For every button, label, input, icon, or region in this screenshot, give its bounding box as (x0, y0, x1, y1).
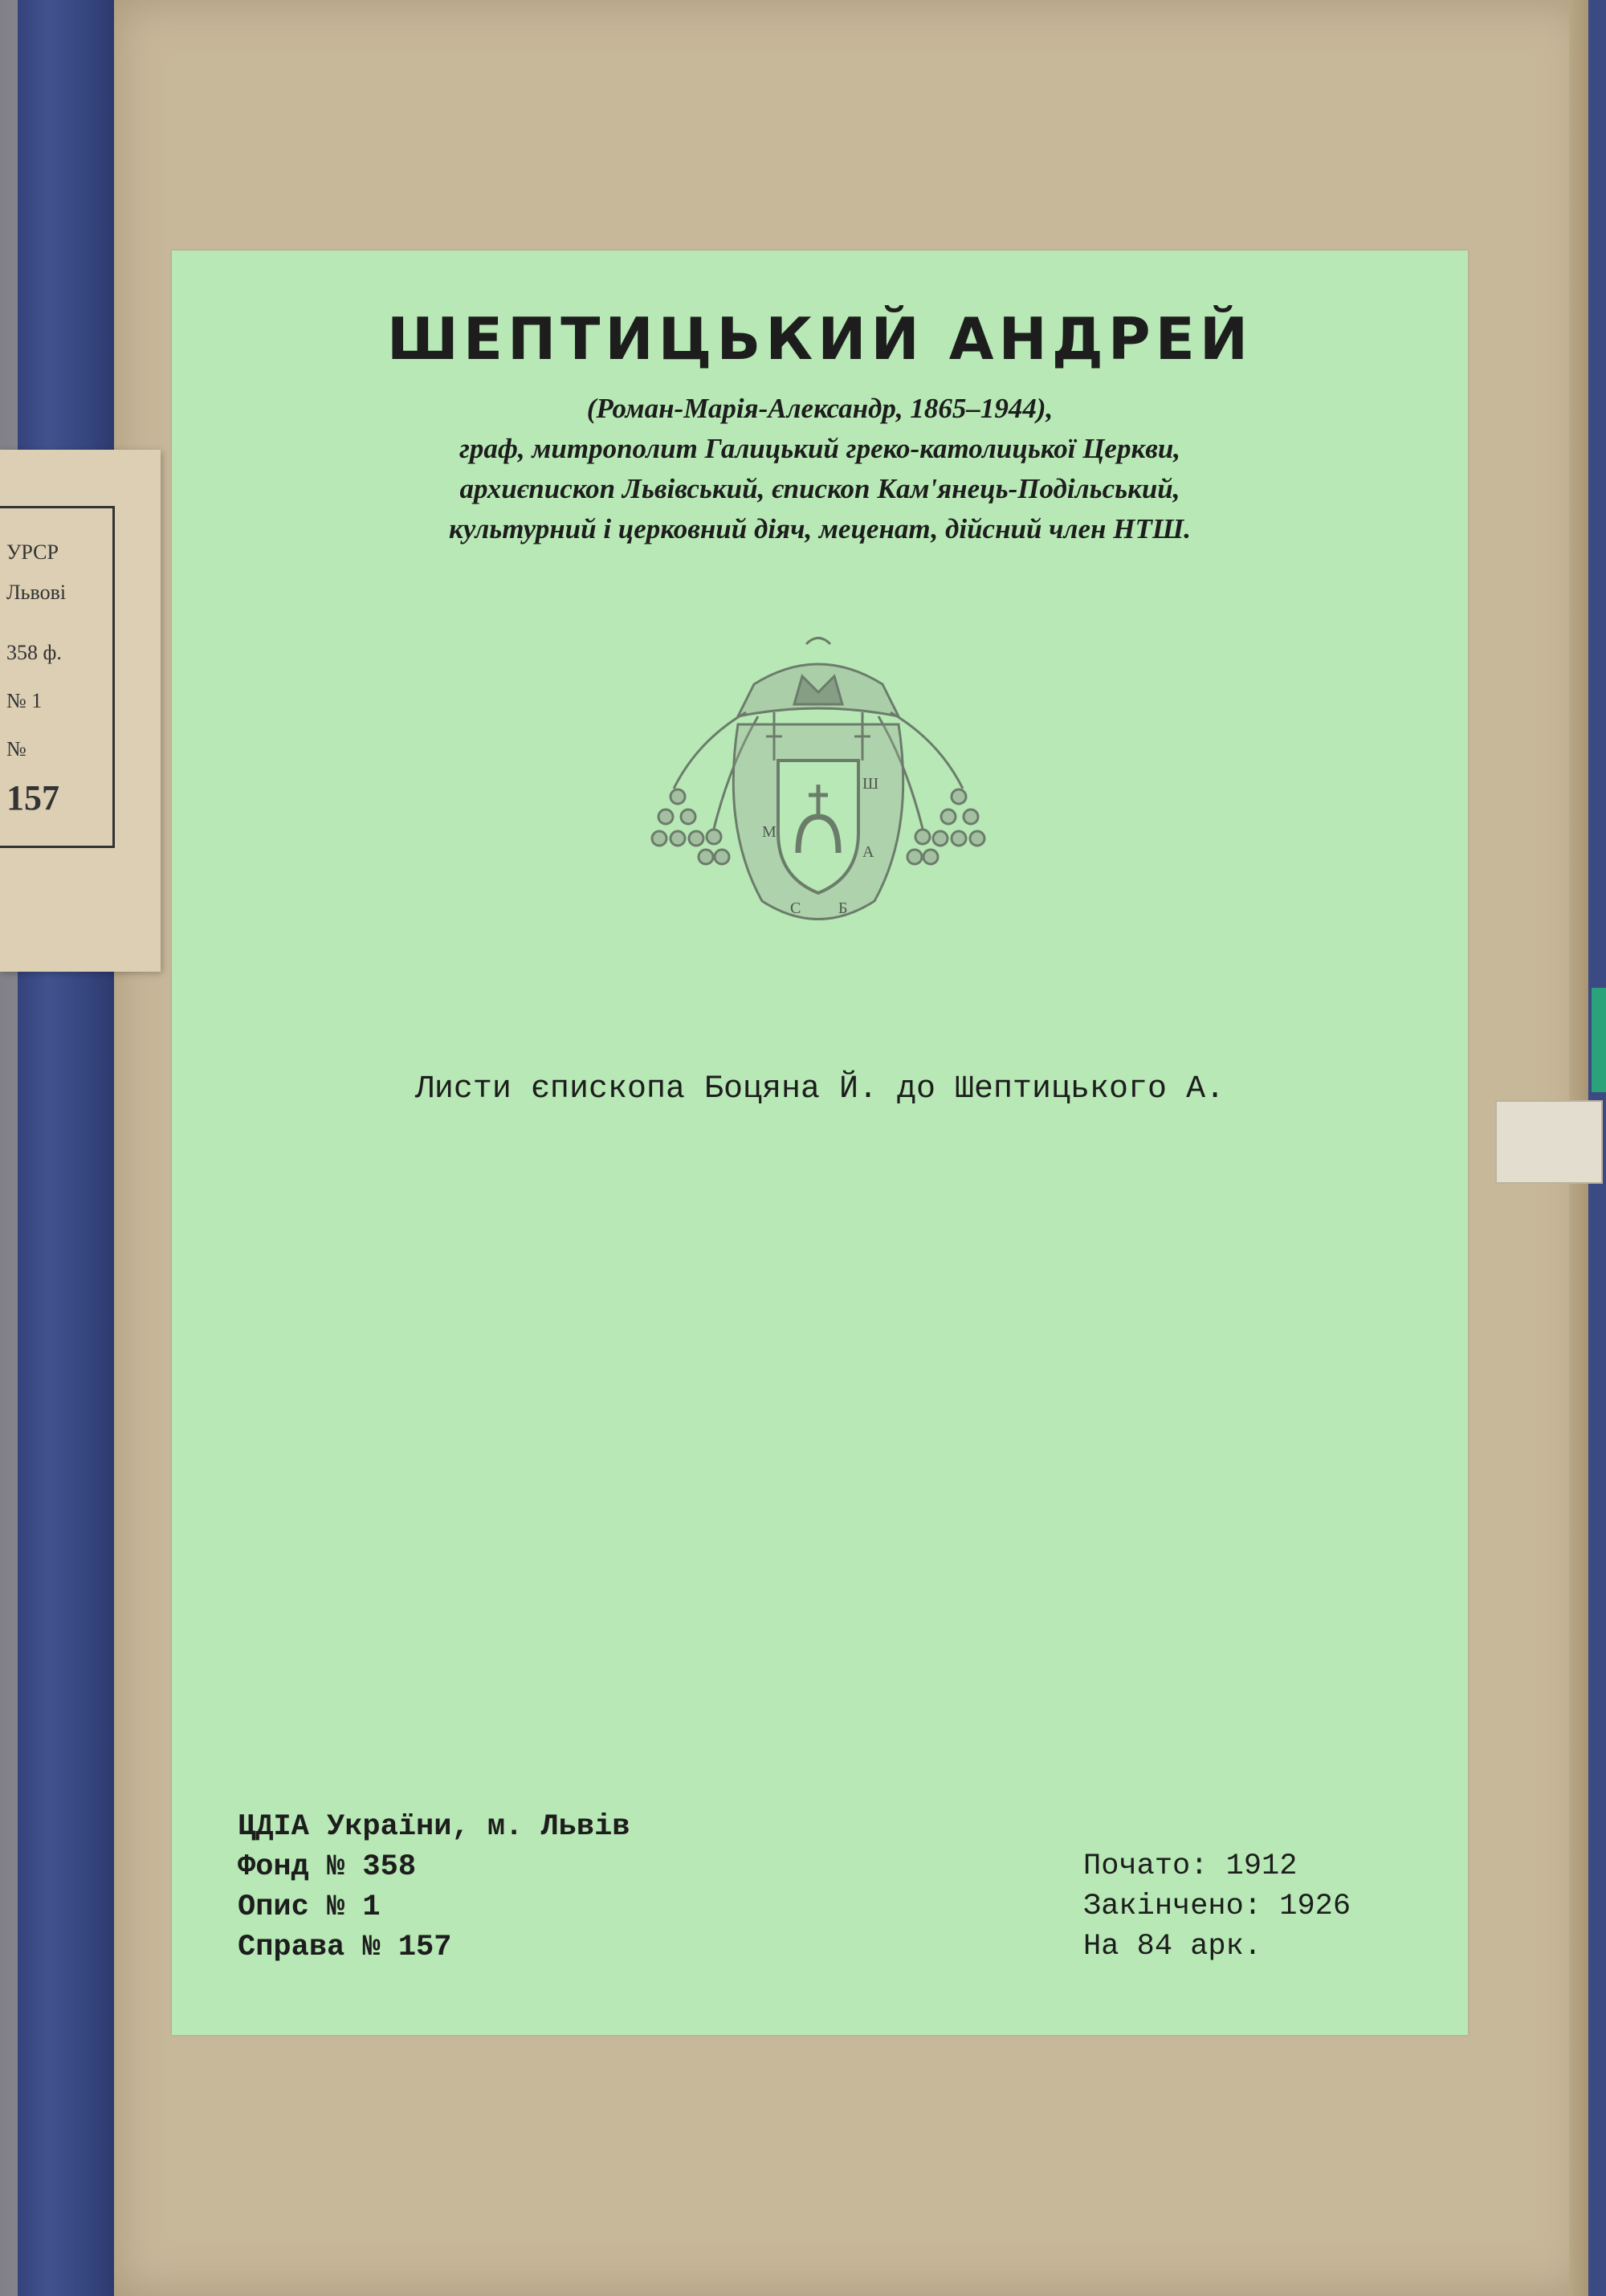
spine-archive-label (0, 450, 161, 972)
archive-reference-block (238, 1807, 630, 1968)
spine-label-line: УРСР (6, 540, 59, 564)
emblem-letter: Б (838, 899, 848, 917)
archive-sprava: Справа № 157 (238, 1931, 452, 1964)
spine-label-line: Львові (6, 581, 67, 604)
sheet-count: На 84 арк. (1083, 1930, 1262, 1964)
date-finished: Закінчено: 1926 (1083, 1890, 1351, 1923)
emblem-letter: С (790, 899, 801, 917)
archive-label-sheet (172, 251, 1468, 2035)
spine-label-number: 157 (6, 778, 59, 818)
emblem-letter: А (862, 843, 874, 861)
coat-of-arms-icon (642, 628, 995, 937)
spine-label-line: № 1 (6, 689, 43, 712)
emblem-letter: М (762, 823, 777, 841)
green-index-tab (1592, 988, 1606, 1092)
document-title: Листи єпископа Боцяна Й. до Шептицького А. (414, 1071, 1225, 1107)
archive-institution: ЦДІА України, м. Львів (238, 1810, 630, 1844)
dates-block (1083, 1846, 1351, 1967)
spine-edge-strip (0, 0, 18, 2296)
spine-label-line: 358 ф. (6, 641, 62, 664)
date-started: Почато: 1912 (1083, 1849, 1298, 1883)
emblem-letter: Ш (862, 775, 879, 793)
folder-spine (0, 0, 120, 2296)
archive-fond: Фонд № 358 (238, 1850, 417, 1884)
page-title: ШЕПТИЦЬКИЙ АНДРЕЙ (386, 305, 1253, 373)
subtitle-line: культурний і церковний діяч, меценат, дійсний член НТШ. (449, 513, 1191, 544)
cloth-tie-ribbon (1495, 1100, 1603, 1184)
subtitle-block (172, 389, 1468, 549)
spine-label-frame (0, 506, 115, 848)
subtitle-line: (Роман-Марія-Александр, 1865–1944), (586, 393, 1054, 424)
subtitle-line: архиєпископ Львівський, єпископ Кам'янець-Подільський, (459, 473, 1180, 504)
subtitle-line: граф, митрополит Галицький греко-католицької Церкви, (459, 433, 1181, 464)
spine-label-line: № (6, 737, 26, 761)
archive-opys: Опис № 1 (238, 1890, 381, 1924)
